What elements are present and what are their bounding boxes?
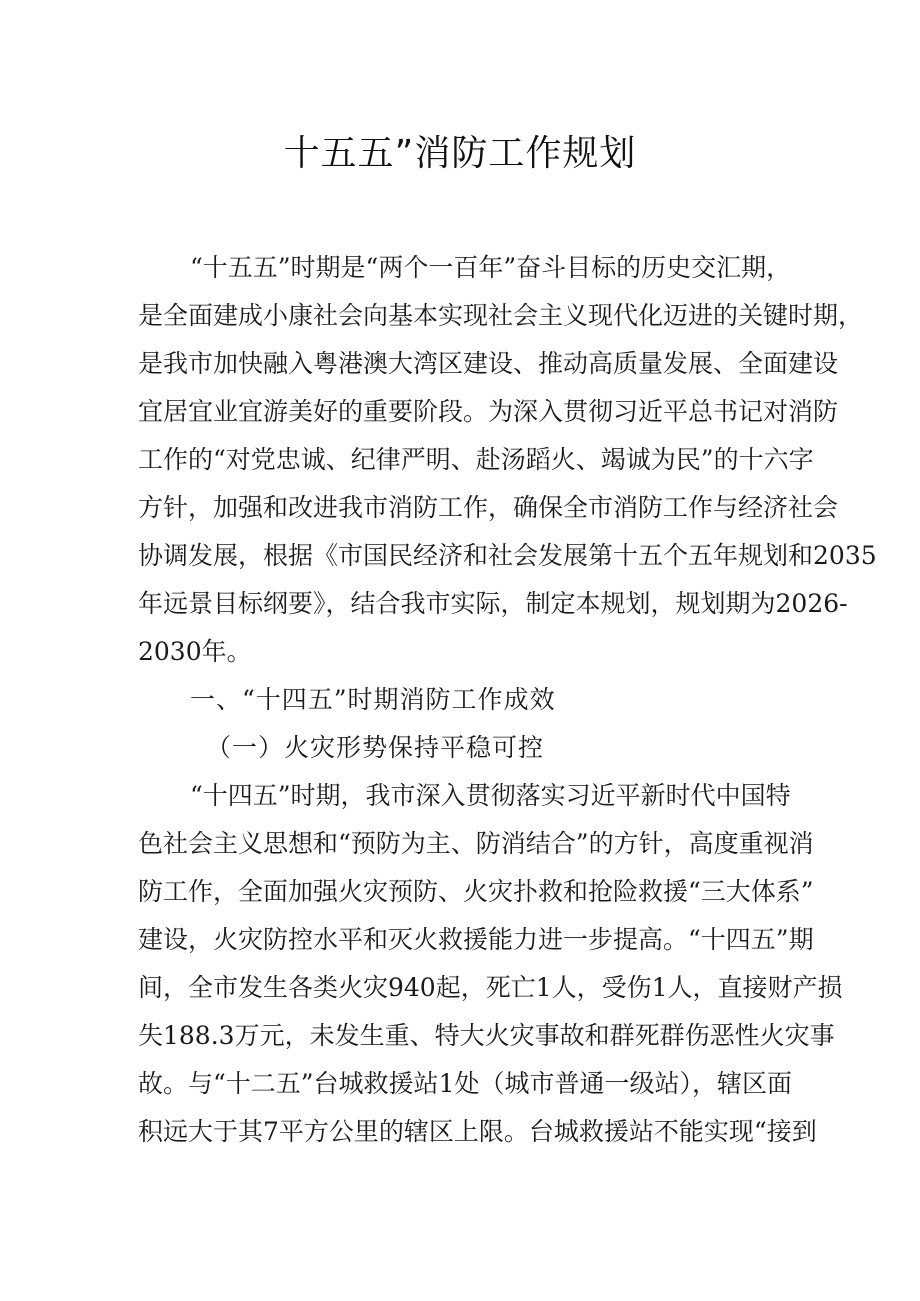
paragraph-2-line: 失188.3万元，未发生重、特大火灾事故和群死群伤恶性火灾事 — [138, 1021, 835, 1050]
paragraph-2-line: 防工作，全面加强火灾预防、火灾扑救和抢险救援“三大体系” — [138, 877, 814, 906]
paragraph-2-line: 故。与“十二五”台城救援站1处（城市普通一级站），辖区面 — [138, 1069, 792, 1098]
paragraph-2-line: 间，全市发生各类火灾940起，死亡1人，受伤1人，直接财产损 — [138, 973, 843, 1002]
subsection-heading: （一）火灾形势保持平稳可控 — [206, 733, 545, 762]
document-title: 十五五”消防工作规划 — [283, 133, 637, 174]
paragraph-1-line: 是我市加快融入粤港澳大湾区建设、推动高质量发展、全面建设 — [138, 349, 839, 378]
paragraph-2-line: 色社会主义思想和“预防为主、防消结合”的方针，高度重视消 — [138, 829, 814, 858]
paragraph-1-line: 方针，加强和改进我市消防工作，确保全市消防工作与经济社会 — [138, 493, 839, 522]
paragraph-1-line: 是全面建成小康社会向基本实现社会主义现代化迈进的关键时期， — [138, 301, 864, 330]
paragraph-2-line: 积远大于其7平方公里的辖区上限。台城救援站不能实现“接到 — [138, 1117, 817, 1146]
paragraph-2-line: 建设，火灾防控水平和灭火救援能力进一步提高。“十四五”期 — [138, 925, 814, 954]
paragraph-2-line: “十四五”时期，我市深入贯彻落实习近平新时代中国特 — [190, 781, 791, 810]
paragraph-1-line: 年远景目标纲要》，结合我市实际，制定本规划，规划期为2026- — [138, 589, 848, 618]
paragraph-1-line: 宜居宜业宜游美好的重要阶段。为深入贯彻习近平总书记对消防 — [138, 397, 839, 426]
paragraph-1-line: “十五五”时期是“两个一百年”奋斗目标的历史交汇期， — [190, 253, 792, 282]
section-heading: 一、“十四五”时期消防工作成效 — [190, 685, 556, 714]
paragraph-1-line: 协调发展，根据《市国民经济和社会发展第十五个五年规划和2035 — [138, 541, 877, 570]
paragraph-1-line: 工作的“对党忠诚、纪律严明、赴汤蹈火、竭诚为民”的十六字 — [138, 445, 814, 474]
paragraph-1-line: 2030年。 — [138, 637, 252, 666]
